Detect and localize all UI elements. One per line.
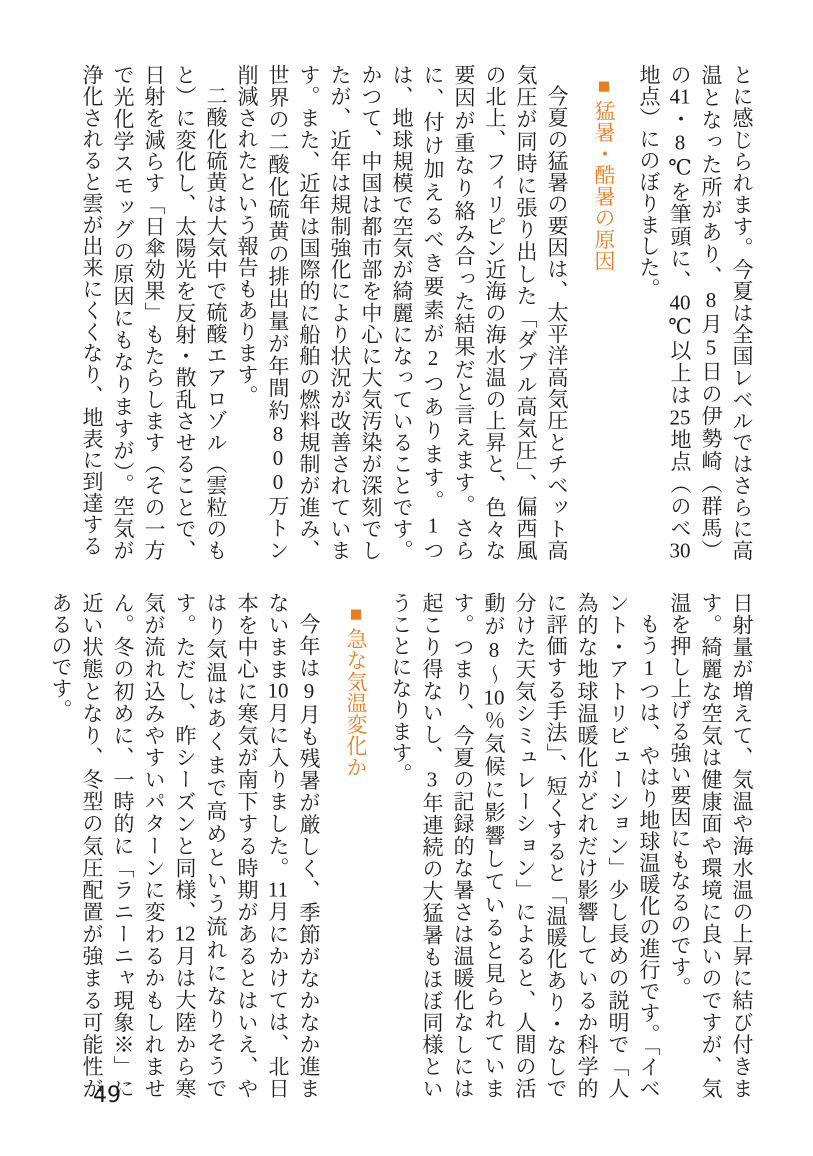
paragraph: もう1つは、やはり地球温暖化の進行です。「イベント・アトリビューション」少し長めの説明で「人為的な地球温暖化がどれだけ影響しているか科学的に評価する手法」、短くすると「温暖化あり・なしで分けた天気シミュレーション」によると、人間の活動が8～10％気候に影響していると見られています。つまり、今夏の記録的な暑さは温暖化なしには起こり得ないし、3年連続の大猛暑もほぼ同様ということになります。 [389,592,661,1100]
heading-inner [340,602,371,778]
article-top-band [76,64,757,561]
orange-square-icon: ■ [592,74,616,100]
page-number: 49 [93,1083,121,1108]
section-heading-heat-causes [588,64,619,561]
heading-text: 猛暑・酷暑の原因 [592,100,616,272]
heading-inner [588,74,619,271]
paragraph: 今夏の猛暑の要因は、太平洋高気圧とチベット高気圧が同時に張り出した「ダブル高気圧」、偏西風の北上、フィリピン近海の海水温の上昇と、色々な要因が重なり絡み合った結果だと言えます。さらに、付け加えるべき要素が2つあります。1つは、地球規模で空気が綺麗になっていることです。かつて、中国は都市部を中心に大気汚染が深刻でしたが、近年は規制強化により状況が改善されています。また、近年は国際的に船舶の燃料規制が進み、世界の二酸化硫黄の排出量が年間約800万トン削減されたという報告もあります。 [235,64,569,561]
article-bottom-band [47,592,757,1099]
section-heading-sudden-temperature-change [340,592,371,1099]
paragraph: 今年は9月も残暑が厳しく、季節がなかなか進まないまま10月に入りました。11月にかけては、北日本を中心に寒気が南下する時期があるとはいえ、やはり気温はあくまで高めという流れになりそうです。ただし、昨シーズンと同様、12月は大陸から寒気が流れ込みやすいパターンに変わるかもしれません。冬の初めに、一時的に「ラニーニャ現象※」に近い状態となり、冬型の気圧配置が強まる可能性があるのです。 [49,592,321,1099]
paragraph-continuation: 日射量が増えて、気温や海水温の上昇に結び付きます。綺麗な空気は健康面や環境に良いのですが、気温を押し上げる強い要因にもなるのです。 [668,592,754,1099]
heading-text: 急な気温変化か [344,628,368,778]
paragraph: 二酸化硫黄は大気中で硫酸エアロゾル（雲粒のもと）に変化し、太陽光を反射・散乱させることで、日射を減らす「日傘効果」もたらします（その一方で光化学スモッグの原因にもなりますが）。空気が浄化されると雲が出来にくくなり、地表に到達する [80,64,228,561]
paragraph-continuation: とに感じられます。今夏は全国レベルではさらに高温となった所があり、8月5日の伊勢崎（群馬）の41・8℃を筆頭に、40℃以上は25地点（のべ30地点）にのぼりました。 [637,64,754,562]
orange-square-icon: ■ [344,602,368,628]
